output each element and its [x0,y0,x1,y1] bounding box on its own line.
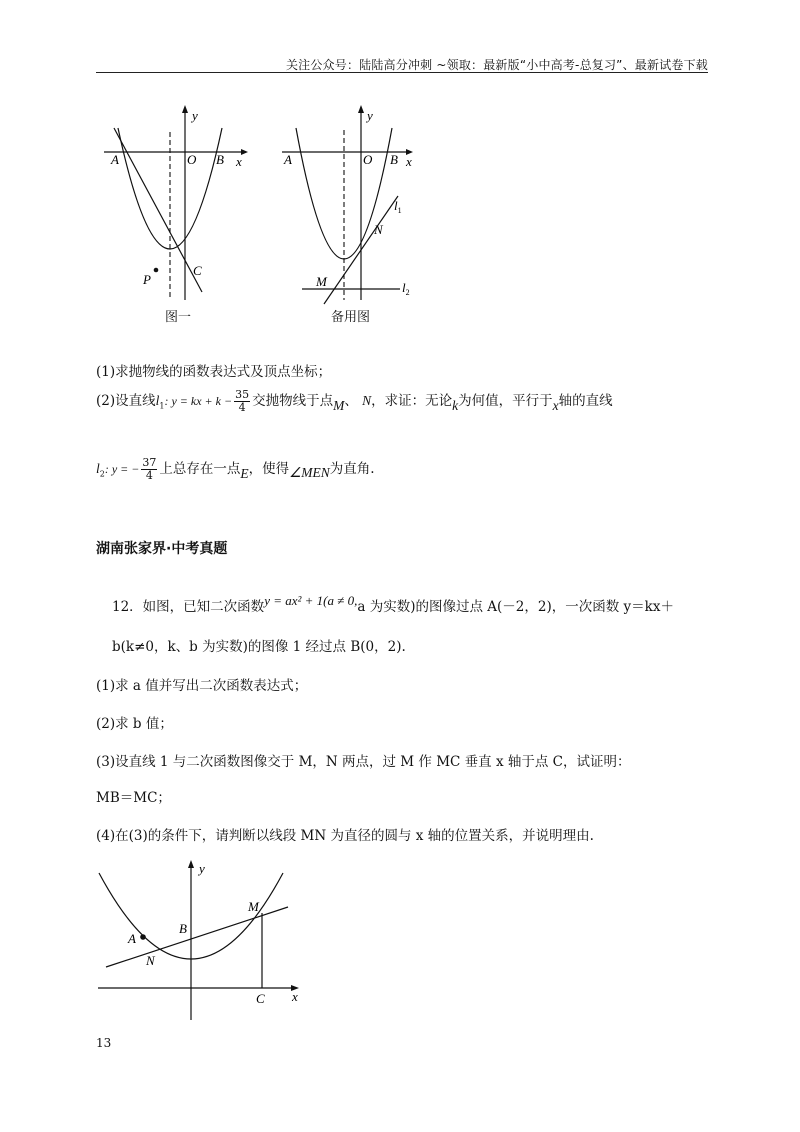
q12-intro-line2: b(k≠0，k、b 为实数)的图像 1 经过点 B(0，2). [112,639,406,655]
fig3-y-arrow [188,860,194,868]
figure-1 [96,100,266,305]
q11-l1-name: l [155,393,160,408]
fig1-x-arrow [241,149,248,155]
q12-intro-b: a 为实数)的图像过点 A(－2，2)，一次函数 y＝kx＋ [357,599,674,615]
q11-text-b: 交抛物线于点 [252,393,334,409]
fig2-y-arrow [358,105,364,113]
q11-text-e: 轴的直线 [558,393,613,409]
q11-l1-fraction: $\frac{35}{4}$ [235,388,250,414]
fig2-label-l2: $l_2$ [402,280,410,297]
fig1-label-y: y [192,108,198,123]
fig3-label-n: N [146,953,155,968]
header-rule [96,72,708,73]
fig2-label-n: N [374,222,383,237]
figure-3 [96,855,316,1025]
fig3-label-x: x [292,989,298,1004]
q11-point-e: E [240,466,249,481]
fig2-label-o: O [363,152,373,167]
section-title: 湖南张家界·中考真题 [96,541,228,557]
fig1-label-o: O [187,152,197,167]
q11-l1-eq: : y = kx + k − [164,394,233,408]
q11-sep: 、 [344,393,358,409]
fig2-label-y: y [367,108,373,123]
fig1-label-c: C [193,263,202,278]
fig3-label-c: C [256,991,265,1006]
figure-1-caption: 图一 [165,310,192,325]
q12-part1: (1)求 a 值并写出二次函数表达式； [96,678,308,694]
q11-text-c: ，求证：无论 [371,393,453,409]
q11-text-g: ，使得 [248,461,290,477]
q11-point-m: M [333,398,345,413]
figure-2-caption: 备用图 [331,310,371,325]
q11-l2-name: l [96,461,100,476]
fig2-label-a: A [284,152,292,167]
fig1-label-x: x [236,154,242,169]
fig3-label-m: M [248,899,259,914]
q11-text-h: 为直角. [329,461,375,477]
q11-l2-sub: 2 [99,469,105,479]
q12-part3: (3)设直线 1 与二次函数图像交于 M，N 两点，过 M 作 MC 垂直 x 轴于点 C，试证明： [96,754,631,770]
q11-l1-sub: 1 [159,401,165,411]
q11-part1: (1)求抛物线的函数表达式及顶点坐标； [96,364,332,380]
fig1-point-p [154,268,159,273]
q12-function: y = ax² + 1(a ≠ 0, [264,593,358,608]
figure-2 [276,100,436,305]
fig1-label-p: P [143,272,151,287]
fig3-label-y: y [199,861,205,876]
page-number: 13 [96,1036,112,1050]
fig2-label-l1: $l_1$ [394,198,402,215]
fig2-label-b: B [390,152,398,167]
page-header: 关注公众号：陆陆高分冲刺 ~领取：最新版“小中高考-总复习”、最新试卷下载 [285,58,708,72]
fig3-point-a [140,934,146,940]
fig1-label-b: B [216,152,224,167]
q11-l2-fraction: $\frac{37}{4}$ [142,456,157,482]
q12-intro [112,594,674,620]
q11-angle: ∠MEN [289,465,330,480]
fig2-label-m: M [316,274,327,289]
q11-part2-line1 [96,386,613,422]
fig1-label-a: A [111,152,119,167]
q11-text-d: 为何值，平行于 [458,393,553,409]
q12-intro-a: 12．如图，已知二次函数 [112,599,265,615]
fig3-label-a: A [128,931,136,946]
fig3-label-b: B [179,921,187,936]
q11-point-n: N [362,393,372,408]
q12-part2: (2)求 b 值； [96,716,173,732]
fig1-y-arrow [182,105,188,113]
q11-k: k [452,398,459,413]
fig2-label-x: x [406,154,412,169]
q12-part3-b: MB＝MC； [96,790,171,806]
q11-text-f: 上总存在一点 [159,461,241,477]
q12-part4: (4)在(3)的条件下，请判断以线段 MN 为直径的圆与 x 轴的位置关系，并说明理由. [96,828,594,844]
q11-x: x [552,398,559,413]
q11-l2-eq: : y = − [104,462,140,476]
q11-text-a: (2)设直线 [96,393,156,409]
q11-part2-line2 [96,454,375,490]
